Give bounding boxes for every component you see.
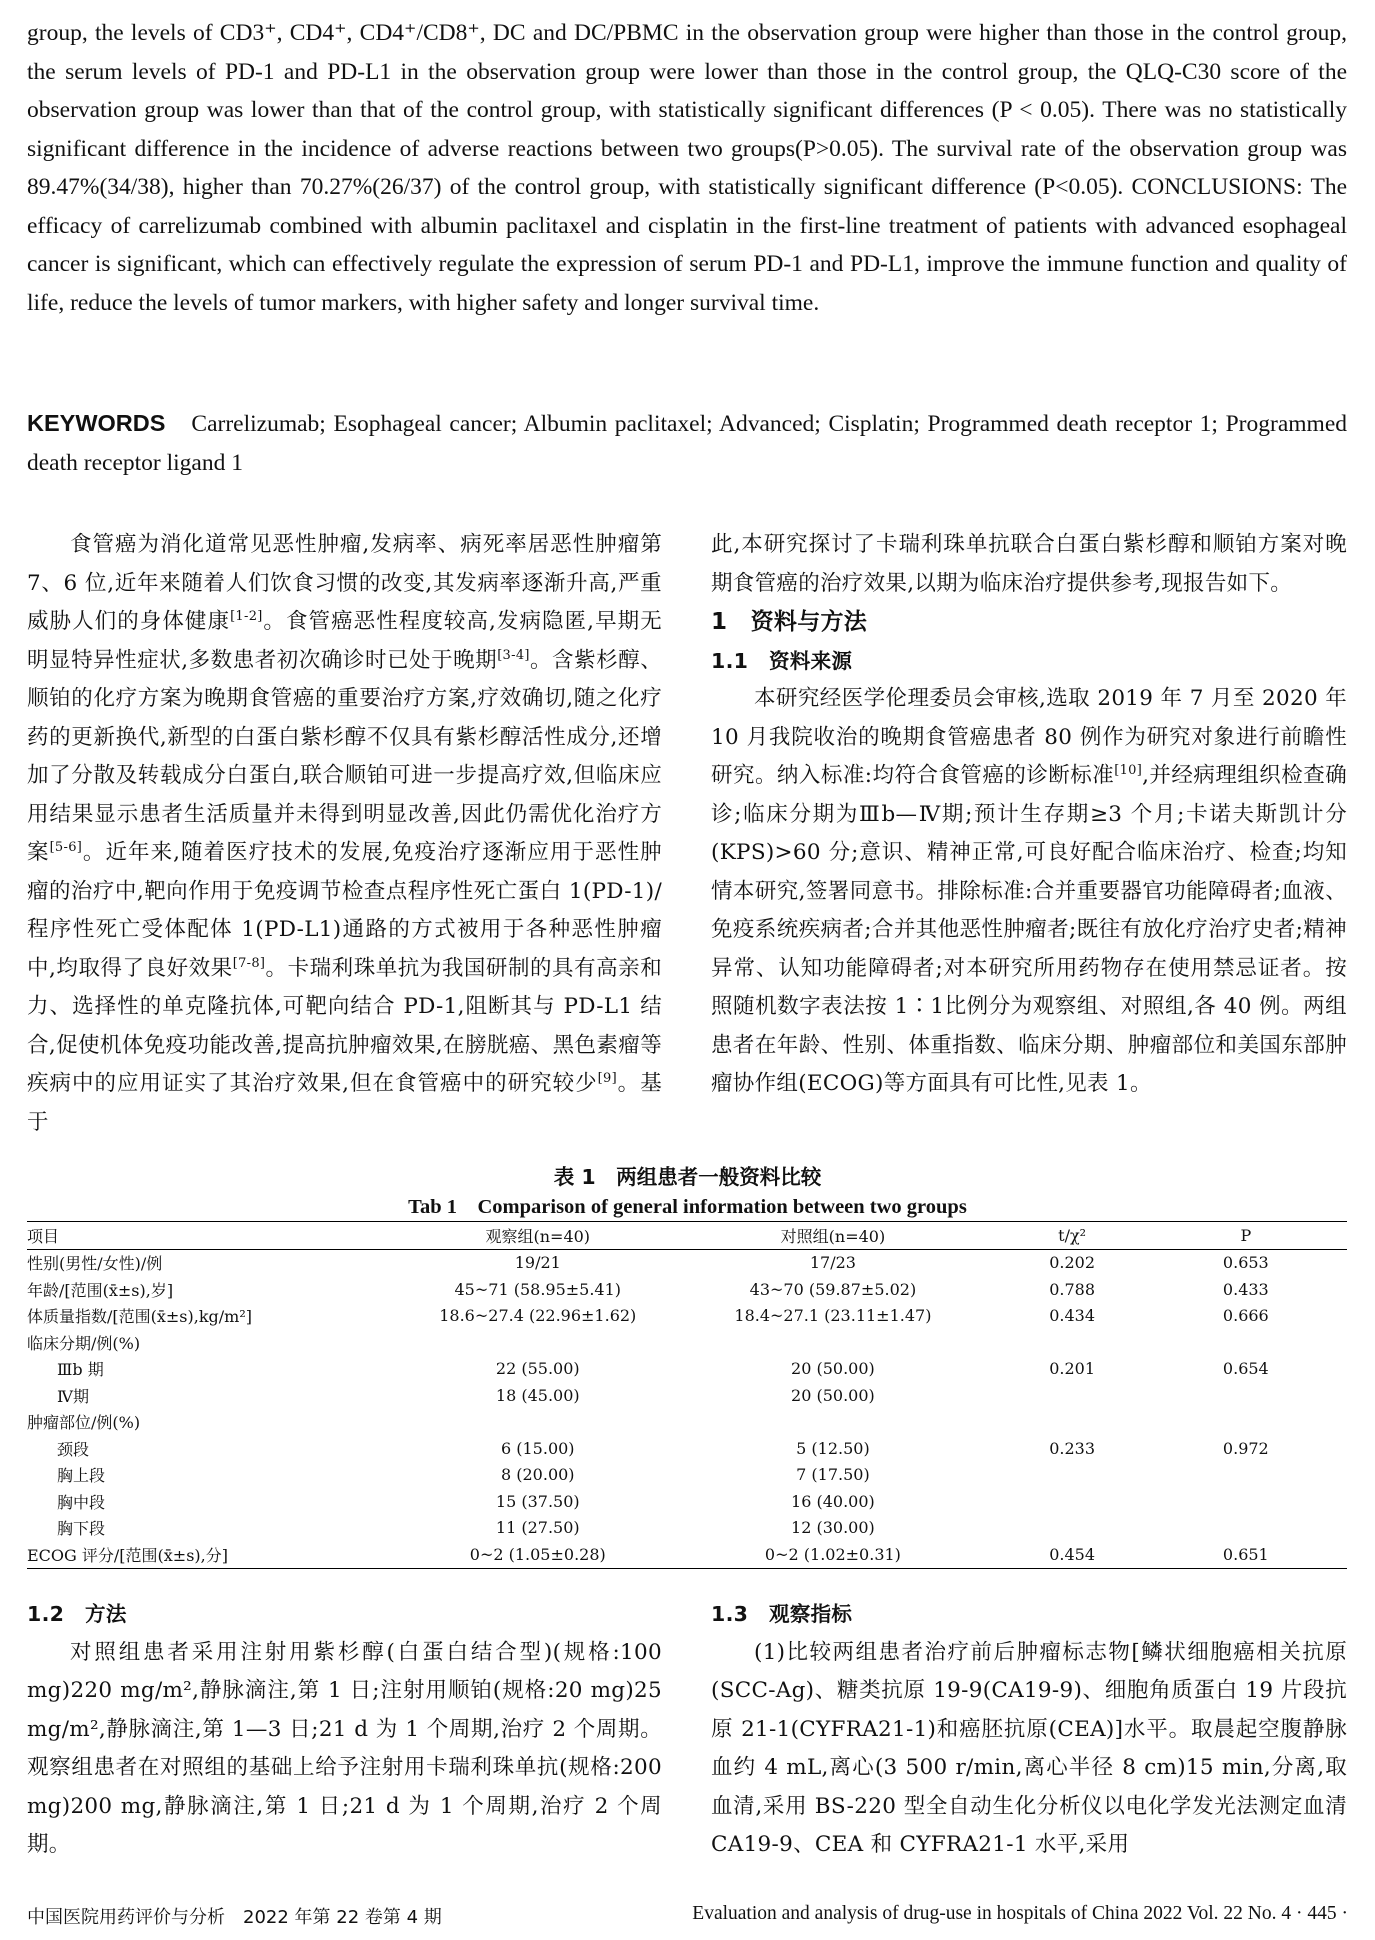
table-cell: 0.788 (1049, 1279, 1096, 1299)
table-cell: 15 (37.50) (495, 1491, 580, 1511)
table-cell: 肿瘤部位/例(%) (27, 1413, 141, 1433)
table-row (27, 1435, 1347, 1462)
table-header-cell: 对照组(n=40) (666, 1222, 999, 1250)
table-cell: 18.6~27.4 (22.96±1.62) (439, 1306, 637, 1326)
table-general-info (27, 1221, 1347, 1569)
table-cell: 45~71 (58.95±5.41) (454, 1279, 622, 1299)
table-cell: 0.433 (1222, 1279, 1269, 1299)
table-cell (409, 1409, 666, 1436)
table-cell (1000, 1382, 1145, 1409)
table-row (27, 1329, 1347, 1356)
keywords-text: Carrelizumab; Esophageal cancer; Albumin paclitaxel; Advanced; Cisplatin; Programmed death receptor 1; Programmed death receptor ligand 1 (27, 411, 1347, 476)
table-cell: 0.454 (1000, 1541, 1145, 1568)
table-cell: 0.233 (1049, 1438, 1096, 1458)
section-heading: 1 资料与方法 (711, 609, 868, 635)
table-cell (1145, 1515, 1347, 1542)
citation: [9] (597, 1070, 617, 1086)
citation: [3-4] (497, 647, 530, 663)
table-cell: 16 (40.00) (791, 1491, 875, 1511)
table-cell: 20 (50.00) (791, 1359, 875, 1379)
table-row (27, 1488, 1347, 1515)
table-cell: 7 (17.50) (796, 1465, 870, 1485)
table-cell: 体质量指数/[范围(x̄±s),kg/m²] (27, 1307, 253, 1327)
intro-paragraph-continued: 此,本研究探讨了卡瑞利珠单抗联合白蛋白紫杉醇和顺铂方案对晚期食管癌的治疗效果,以期为临床治疗提供参考,现报告如下。 (711, 532, 1347, 596)
table-row (27, 1409, 1347, 1436)
citation: [1-2] (230, 608, 263, 624)
table-row (27, 1276, 1347, 1303)
table-cell (1000, 1488, 1145, 1515)
table-header-cell: 观察组(n=40) (409, 1222, 666, 1250)
table-cell: 19/21 (514, 1253, 561, 1273)
table-cell: 0.972 (1222, 1438, 1269, 1458)
citation: [7-8] (232, 955, 266, 971)
footer-journal-cn: 中国医院用药评价与分析 2022 年第 22 卷第 4 期 (27, 1907, 442, 1928)
lower-left-column (27, 1595, 662, 1865)
table-cell: 11 (27.50) (495, 1518, 580, 1538)
table-cell: Ⅳ期 (57, 1386, 89, 1406)
table-cell: 17/23 (809, 1253, 856, 1273)
subsection-heading: 1.3 观察指标 (711, 1602, 853, 1626)
table-cell: 胸上段 (57, 1466, 106, 1486)
subsection-heading: 1.1 资料来源 (711, 648, 853, 673)
table-cell: 0.434 (1049, 1306, 1096, 1326)
table-row (27, 1541, 1347, 1568)
methods-paragraph: 本研究经医学伦理委员会审核,选取 2019 年 7 月至 2020 年 10 月我院收治的晚期食管癌患者 80 例作为研究对象进行前瞻性研究。纳入标准:均符合食管癌的诊断标准[10],并经病理组织检查确诊;临床分期为Ⅲb—Ⅳ期;预计生存期≥3 个月;卡诺夫斯凯计分(KPS)>60 分;意识、精神正常,可良好配合临床治疗、检查;均知情本研究,签署同意书。排除标准:合并重要器官功能障碍者;血液、免疫系统疾病者;合并其他恶性肿瘤者;既往有放化疗治疗史者;精神异常、认知功能障碍者;对本研究所用药物存在使用禁忌证者。按照随机数字表法按 1∶1比例分为观察组、对照组,各 40 例。两组患者在年龄、性别、体重指数、临床分期、肿瘤部位和美国东部肿瘤协作组(ECOG)等方面具有可比性,见表 1。 (711, 686, 1347, 1096)
methods-paragraph: 对照组患者采用注射用紫杉醇(白蛋白结合型)(规格:100 mg)220 mg/m²,静脉滴注,第 1 日;注射用顺铂(规格:20 mg)25 mg/m²,静脉滴注,第 1—3 日;21 d 为 1 个周期,治疗 2 个周期。观察组患者在对照组的基础上给予注射用卡瑞利珠单抗(规格:200 mg)200 mg,静脉滴注,第 1 日;21 d 为 1 个周期,治疗 2 个周期。 (27, 1639, 662, 1857)
table-cell: 18.4~27.1 (23.11±1.47) (734, 1306, 932, 1326)
table-cell (1000, 1329, 1145, 1356)
table-cell (666, 1409, 999, 1436)
table-cell (1145, 1462, 1347, 1489)
table-cell (1145, 1409, 1347, 1436)
table-row (27, 1356, 1347, 1383)
abstract-continued: group, the levels of CD3⁺, CD4⁺, CD4⁺/CD8⁺, DC and DC/PBMC in the observation group were higher than those in the control group, the serum levels of PD-1 and PD-L1 in the observation group were lower than those in the control group, the QLQ-C30 score of the observation group was lower than that of the control group, with statistically significant differences (P < 0.05). There was no statistically significant difference in the incidence of adverse reactions between two groups(P>0.05). The survival rate of the observation group was 89.47%(34/38), higher than 70.27%(26/37) of the control group, with statistically significant difference (P<0.05). CONCLUSIONS: The efficacy of carrelizumab combined with albumin paclitaxel and cisplatin in the first-line treatment of patients with advanced esophageal cancer is significant, which can effectively regulate the expression of serum PD-1 and PD-L1, improve the immune function and quality of life, reduce the levels of tumor markers, with higher safety and longer survival time. (27, 20, 1347, 316)
table-cell (1145, 1488, 1347, 1515)
footer-journal-en: Evaluation and analysis of drug-use in hospitals of China 2022 Vol. 22 No. 4 · 445 · (692, 1903, 1348, 1924)
table-cell (1000, 1462, 1145, 1489)
table-header-cell: t/χ² (1000, 1222, 1145, 1250)
table-cell (666, 1329, 999, 1356)
table-row (27, 1249, 1347, 1276)
table-cell: 颈段 (57, 1439, 90, 1459)
table-cell: 12 (30.00) (791, 1518, 875, 1538)
table-cell: 胸下段 (57, 1519, 106, 1539)
table-cell (1145, 1382, 1347, 1409)
table-cell: 0.651 (1145, 1541, 1347, 1568)
table-row (27, 1462, 1347, 1489)
table-cell (1000, 1409, 1145, 1436)
keywords-label: KEYWORDS (27, 410, 166, 436)
table-cell: 临床分期/例(%) (27, 1333, 141, 1353)
indicators-paragraph: (1)比较两组患者治疗前后肿瘤标志物[鳞状细胞癌相关抗原(SCC-Ag)、糖类抗原 19-9(CA19-9)、细胞角质蛋白 19 片段抗原 21-1(CYFRA21-1)和癌胚抗原(CEA)]水平。取晨起空腹静脉血约 4 mL,离心(3 500 r/min,离心半径 8 cm)15 min,分离,取血清,采用 BS-220 型全自动生化分析仪以电化学发光法测定血清 CA19-9、CEA 和 CYFRA21-1 水平,采用 (711, 1639, 1347, 1857)
right-column (711, 526, 1347, 1104)
keywords (27, 404, 1347, 482)
table-cell: 0.666 (1222, 1306, 1269, 1326)
table-cell (409, 1329, 666, 1356)
intro-paragraph: 食管癌为消化道常见恶性肿瘤,发病率、病死率居恶性肿瘤第 7、6 位,近年来随着人们饮食习惯的改变,其发病率逐渐升高,严重威胁人们的身体健康[1-2]。食管癌恶性程度较高,发病隐匿,早期无明显特异性症状,多数患者初次确诊时已处于晚期[3-4]。含紫杉醇、顺铂的化疗方案为晚期食管癌的重要治疗方案,疗效确切,随之化疗药的更新换代,新型的白蛋白紫杉醇不仅具有紫杉醇活性成分,还增加了分散及转载成分白蛋白,联合顺铂可进一步提高疗效,但临床应用结果显示患者生活质量并未得到明显改善,因此仍需优化治疗方案[5-6]。近年来,随着医疗技术的发展,免疫治疗逐渐应用于恶性肿瘤的治疗中,靶向作用于免疫调节检查点程序性死亡蛋白 1(PD-1)/程序性死亡受体配体 1(PD-L1)通路的方式被用于各种恶性肿瘤中,均取得了良好效果[7-8]。卡瑞利珠单抗为我国研制的具有高亲和力、选择性的单克隆抗体,可靶向结合 PD-1,阻断其与 PD-L1 结合,促使机体免疫功能改善,提高抗肿瘤效果,在膀胱癌、黑色素瘤等疾病中的应用证实了其治疗效果,但在食管癌中的研究较少[9]。基于 (27, 532, 662, 1135)
table-row (27, 1303, 1347, 1330)
table-cell: Ⅲb 期 (57, 1360, 104, 1380)
table-cell: 0.201 (1049, 1359, 1096, 1379)
table-cell: 0.654 (1222, 1359, 1269, 1379)
table-cell: 胸中段 (57, 1492, 106, 1512)
table-cell (1145, 1329, 1347, 1356)
table-cell: 43~70 (59.87±5.02) (749, 1279, 917, 1299)
citation: [5-6] (49, 839, 83, 855)
table-cell (1000, 1515, 1145, 1542)
table-cell: 0.653 (1222, 1253, 1269, 1273)
table-header-row (27, 1222, 1347, 1250)
table-cell: 6 (15.00) (500, 1438, 575, 1458)
table-cell: 22 (55.00) (495, 1359, 580, 1379)
table-cell: 5 (12.50) (796, 1438, 870, 1458)
table-cell: 18 (45.00) (495, 1385, 580, 1405)
table-row (27, 1382, 1347, 1409)
left-column (27, 526, 662, 1142)
table-cell: 年龄/[范围(x̄±s),岁] (27, 1280, 174, 1300)
table-cell: 8 (20.00) (500, 1465, 575, 1485)
table-cell: 0.202 (1049, 1253, 1096, 1273)
table-header-cell: 项目 (27, 1222, 409, 1250)
table-title-en: Tab 1 Comparison of general information between two groups (408, 1196, 967, 1218)
lower-right-column (711, 1595, 1347, 1865)
table-cell: ECOG 评分/[范围(x̄±s),分] (27, 1541, 409, 1568)
citation: [10] (1114, 762, 1143, 778)
table-cell: 性别(男性/女性)/例 (27, 1254, 163, 1274)
table-header-cell: P (1145, 1222, 1347, 1250)
table-cell: 0~2 (1.02±0.31) (666, 1541, 999, 1568)
table-title-cn: 表 1 两组患者一般资料比较 (553, 1165, 822, 1189)
table-cell: 20 (50.00) (791, 1385, 875, 1405)
table-cell: 0~2 (1.05±0.28) (409, 1541, 666, 1568)
table-row (27, 1515, 1347, 1542)
subsection-heading: 1.2 方法 (27, 1602, 127, 1626)
